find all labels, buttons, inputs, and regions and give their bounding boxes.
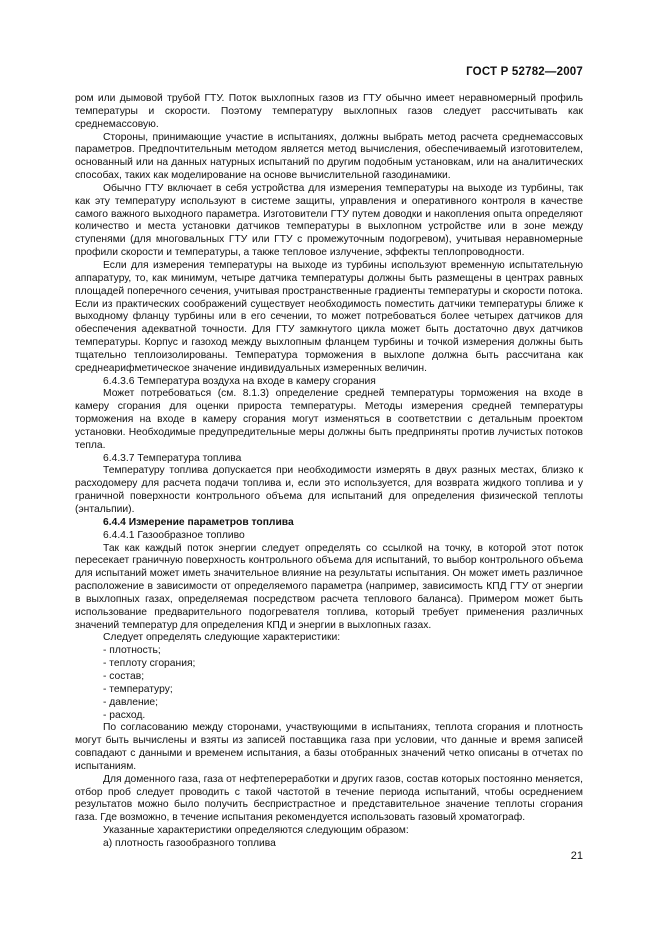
- page-number: 21: [570, 850, 583, 862]
- paragraph: Для доменного газа, газа от нефтепереработки и других газов, состав которых постоянно меняется, отбор проб следует проводить с такой частотой в течение периода испытаний, чтобы осреднением результатов можно было получить беспристрастное и представительное значение теплоты сгорания газа. Где возможно, в течение испытания рекомендуется использовать газовый хроматограф.: [75, 773, 583, 824]
- section-heading-bold: [75, 517, 583, 530]
- document-code: ГОСТ Р 52782—2007: [466, 66, 583, 78]
- paragraph: По согласованию между сторонами, участвующими в испытаниях, теплота сгорания и плотность могут быть вычислены и взяты из записей поставщика газа при условии, что данные и время записей совпадают с данными и временем испытания, а базы отобранных значений четко описаны в отчетах по испытаниям.: [75, 722, 583, 772]
- paragraph: Температуру топлива допускается при необходимости измерять в двух разных местах, близко к расходомеру для расчета подачи топлива и, если это используется, для возврата жидкого топлива и у граничной поверхности контрольного объема для испытаний для определения физической теплоты (энтальпии).: [75, 465, 583, 515]
- section-heading: 6.4.3.7 Температура топлива: [103, 452, 242, 464]
- section-heading: 6.4.4.1 Газообразное топливо: [103, 529, 245, 541]
- paragraph: Стороны, принимающие участие в испытаниях, должны выбрать метод расчета среднемассовых параметров. Предпочтительным методом является метод вычисления, обеспечиваемый изготовителем, основанный или на данных натурных испытаний по другим подобным установкам, или на аналитических способах, таких как моделирование на основе вычислительной газодинамики.: [75, 131, 583, 182]
- section-heading-text: 6.4.4 Измерение параметров топлива: [103, 516, 294, 528]
- paragraph: Так как каждый поток энергии следует определять со ссылкой на точку, в которой этот поток пересекает граничную поверхность контрольного объема для испытаний, то выбор контрольного объема для испытаний может иметь значительное влияние на результаты испытания. Он может иметь различное расположение в зависимости от определяемого параметра (например, зависимость КПД ГТУ от энергии в выхлопных газах, определяемая посредством расчета теплового баланса). Примером может быть использование предварительного подогревателя топлива, который требует применения различных значений температур для определения КПД и энергии в выхлопных газах.: [75, 542, 583, 631]
- list-item: - температуру;: [103, 683, 173, 695]
- paragraph: Указанные характеристики определяются следующим образом:: [103, 825, 409, 837]
- paragraph: ром или дымовой трубой ГТУ. Поток выхлопных газов из ГТУ обычно имеет неравномерный профиль температуры и скорости. Поэтому температуру выхлопных газов следует рассчитывать как среднемассовую.: [75, 93, 583, 130]
- paragraph: Обычно ГТУ включает в себя устройства для измерения температуры на выходе из турбины, так как эту температуру используют в системе защиты, управления и оперативного контроля в качестве самого важного выходного параметра. Изготовители ГТУ путем доводки и накопления опыта определяют количество и места установки датчиков температуры в выхлопном устройстве или в зоне между ступенями (для многовальных ГТУ или ГТУ с промежуточным подогревом), учитывая неравномерные профили скорости и температуры, а также тепловое излучение, эффекты теплопроводности.: [75, 182, 583, 259]
- list-item: - давление;: [103, 696, 159, 708]
- paragraph: Может потребоваться (см. 8.1.3) определение средней температуры торможения на входе в камеру сгорания для оценки прироста температуры. Методы измерения средней температуры торможения на входе в камеру сгорания могут изменяться в соответствии с детальным проектом установки. Необходимые предупредительные меры должны быть предприняты против лучистых потоков тепла.: [75, 388, 583, 451]
- list-item: - плотность;: [103, 645, 161, 657]
- list-item: - теплоту сгорания;: [103, 658, 196, 670]
- paragraph: Следует определять следующие характеристики:: [103, 632, 341, 644]
- document-body: [75, 93, 583, 851]
- section-heading: 6.4.3.6 Температура воздуха на входе в камеру сгорания: [103, 375, 376, 387]
- list-item: а) плотность газообразного топлива: [103, 837, 276, 849]
- paragraph: Если для измерения температуры на выходе из турбины используют временную испытательную аппаратуру, то, как минимум, четыре датчика температуры должны быть размещены в центрах равных площадей поперечного сечения, учитывая пространственные градиенты температуры и скорости потока. Если из практических соображений существует необходимость поместить датчики температуры ближе к выходному фланцу турбины или в его сечении, то может потребоваться более четырех датчиков для обеспечения адекватной точности. Для ГТУ замкнутого цикла может быть достаточно двух датчиков температуры. Корпус и газоход между выхлопным фланцем турбины и точкой измерения должны быть тщательно теплоизолированы. Температура торможения в выхлопе должна быть рассчитана как среднеарифметическое значение индивидуальных измеренных величин.: [75, 259, 583, 374]
- list-item: - расход.: [103, 709, 146, 721]
- list-item: - состав;: [103, 670, 145, 682]
